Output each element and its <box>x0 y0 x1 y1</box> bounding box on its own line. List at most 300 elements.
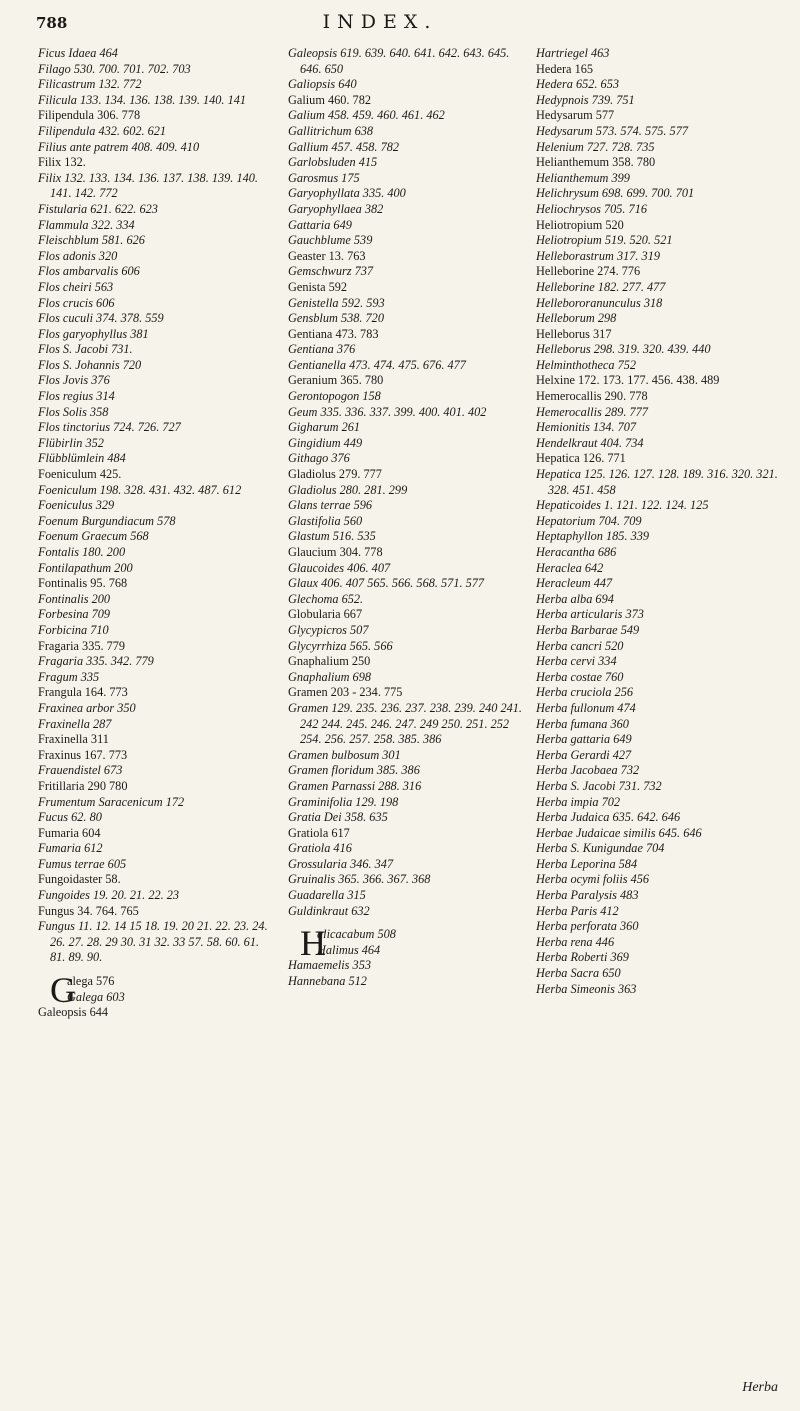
index-entry <box>38 545 270 561</box>
index-entry-text: Gensblum 538. 720 <box>288 311 384 326</box>
index-entry-text: Herba impia 702 <box>536 794 621 809</box>
index-entry-text: Flos adonis 320 <box>38 248 118 263</box>
index-entry-text: Glaucoides 406. 407 <box>288 560 391 575</box>
index-entry-text: Gattaria 649 <box>288 217 352 232</box>
index-entry-text: Fontinalis 95. 768 <box>38 576 128 591</box>
index-entry <box>288 748 526 764</box>
index-entry-text: Flos cuculi 374. 378. 559 <box>38 311 164 326</box>
index-entry <box>38 233 270 249</box>
index-entry-text: Gramen floridum 385. 386 <box>288 763 420 778</box>
index-entry <box>288 763 526 779</box>
index-entry <box>38 1005 270 1021</box>
index-entry <box>38 296 270 312</box>
index-entry-text: Glaucium 304. 778 <box>288 545 383 559</box>
index-entry-text: Galeopsis 619. 639. 640. 641. 642. 643. 645. 646. 650 <box>288 46 510 76</box>
index-entry-text: Fontinalis 200 <box>38 591 111 606</box>
index-entry <box>288 264 526 280</box>
index-entry-text: Herba S. Kunigundae 704 <box>536 841 665 856</box>
index-entry <box>536 93 786 109</box>
index-entry <box>536 451 786 467</box>
index-entry <box>288 186 526 202</box>
index-entry <box>536 233 786 249</box>
index-entry-text: Gnaphalium 250 <box>288 654 371 669</box>
index-entry <box>288 888 526 904</box>
index-entry-text: Fumaria 604 <box>38 825 101 840</box>
index-entry-text: Helianthemum 399 <box>536 170 630 185</box>
index-entry <box>38 529 270 545</box>
index-entry-text: Filix 132. 133. 134. 136. 137. 138. 139. 140. 141. 142. 772 <box>38 170 258 201</box>
index-entry <box>536 327 786 343</box>
index-entry <box>288 311 526 327</box>
index-entry <box>288 327 526 343</box>
index-entry <box>536 826 786 842</box>
index-entry-text: Gauchblume 539 <box>288 233 373 248</box>
index-entry-text: Fraxinella 311 <box>38 732 109 747</box>
index-entry <box>536 140 786 156</box>
index-entry <box>38 748 270 764</box>
index-entry <box>288 124 526 140</box>
index-entry <box>38 93 270 109</box>
index-entry-text: Fumus terrae 605 <box>38 856 127 871</box>
index-entry-text: Filix 132. <box>38 155 86 170</box>
index-entry-text: Hannebana 512 <box>288 974 367 989</box>
index-entry-text: Gramen Parnassi 288. 316 <box>288 778 422 793</box>
index-entry <box>288 77 526 93</box>
index-entry <box>288 373 526 389</box>
index-entry <box>536 155 786 171</box>
index-entry <box>288 171 526 187</box>
index-entry <box>38 872 270 888</box>
index-entry-text: Genistella 592. 593 <box>288 295 385 310</box>
index-entry <box>536 405 786 421</box>
index-entry <box>536 280 786 296</box>
index-entry-text: Herba fumana 360 <box>536 716 629 731</box>
index-entry <box>536 904 786 920</box>
index-entry-text: Geum 335. 336. 337. 399. 400. 401. 402 <box>288 404 487 419</box>
index-entry <box>536 576 786 592</box>
index-entry <box>536 62 786 78</box>
index-entry <box>536 171 786 187</box>
index-entry <box>38 436 270 452</box>
index-entry <box>536 124 786 140</box>
index-entry-text: Heracantha 686 <box>536 545 617 559</box>
index-entry-text: Helleborum 298 <box>536 311 617 326</box>
index-entry <box>536 670 786 686</box>
index-entry-text: Foenum Burgundiacum 578 <box>38 513 176 528</box>
index-entry-text: Glechoma 652. <box>288 591 364 606</box>
index-entry-text: Flammula 322. 334 <box>38 217 135 232</box>
index-entry-text: Herbae Judaicae similis 645. 646 <box>536 825 702 840</box>
index-entry <box>536 841 786 857</box>
index-entry-text: Frauendistel 673 <box>38 763 123 778</box>
index-entry <box>536 592 786 608</box>
index-entry <box>536 108 786 124</box>
index-entry-text: Hedera 165 <box>536 61 594 76</box>
index-entry <box>288 670 526 686</box>
index-entry <box>536 514 786 530</box>
index-entry-text: Herba ocymi foliis 456 <box>536 872 650 887</box>
index-entry <box>536 795 786 811</box>
index-entry <box>38 155 270 171</box>
index-entry-text: Gentiana 376 <box>288 342 356 357</box>
index-entry <box>38 77 270 93</box>
index-entry <box>536 732 786 748</box>
index-entry <box>38 888 270 904</box>
index-entry <box>288 358 526 374</box>
index-entry-text: Guldinkraut 632 <box>288 903 370 918</box>
index-entry <box>288 685 526 701</box>
index-entry <box>536 311 786 327</box>
index-entry-text: Glans terrae 596 <box>288 498 373 513</box>
index-entry-text: Fraxinea arbor 350 <box>38 700 136 715</box>
index-entry <box>536 919 786 935</box>
index-entry <box>38 62 270 78</box>
index-entry <box>536 186 786 202</box>
index-entry-text: Guadarella 315 <box>288 888 366 903</box>
index-entry <box>38 701 270 717</box>
index-entry <box>536 607 786 623</box>
index-entry-text: Glaux 406. 407 565. 566. 568. 571. 577 <box>288 576 485 591</box>
index-entry-text: Gnaphalium 698 <box>288 669 372 684</box>
index-entry <box>288 561 526 577</box>
index-entry-text: Graminifolia 129. 198 <box>288 794 399 809</box>
index-entry-text: Fragaria 335. 342. 779 <box>38 654 154 669</box>
index-entry <box>288 779 526 795</box>
index-entry-text: Herba costae 760 <box>536 669 624 684</box>
index-entry-text: Herba Paralysis 483 <box>536 888 639 903</box>
index-entry-text: Heptaphyllon 185. 339 <box>536 529 650 544</box>
index-entry-text: Filius ante patrem 408. 409. 410 <box>38 139 200 154</box>
index-entry <box>288 904 526 920</box>
index-entry-text: Flübirlin 352 <box>38 435 104 450</box>
index-entry <box>288 296 526 312</box>
index-entry-text: Helleborastrum 317. 319 <box>536 248 660 263</box>
index-entry-text: Gruinalis 365. 366. 367. 368 <box>288 872 431 887</box>
index-entry-text: Fontilapathum 200 <box>38 560 133 575</box>
index-entry <box>536 467 786 498</box>
index-entry-text: Fungoidaster 58. <box>38 872 121 887</box>
index-entry-text: Herba cruciola 256 <box>536 685 633 700</box>
index-entry <box>38 732 270 748</box>
index-entry <box>536 748 786 764</box>
index-entry-text: Gentianella 473. 474. 475. 676. 477 <box>288 357 466 372</box>
index-entry-text: Fragaria 335. 779 <box>38 638 126 653</box>
index-entry-text: Herba Barbarae 549 <box>536 622 640 637</box>
index-entry <box>536 561 786 577</box>
index-entry <box>536 77 786 93</box>
index-entry-text: Filago 530. 700. 701. 702. 703 <box>38 61 191 76</box>
index-entry-text: Herba Simeonis 363 <box>536 981 637 996</box>
index-entry <box>38 249 270 265</box>
index-entry <box>536 264 786 280</box>
index-entry-text: Flos garyophyllus 381 <box>38 326 149 341</box>
index-entry-text: Gentiana 473. 783 <box>288 326 379 341</box>
index-entry-text: Herba Jacobaea 732 <box>536 763 640 778</box>
index-entry <box>38 685 270 701</box>
index-entry-text: Genista 592 <box>288 279 348 294</box>
index-entry-text: Helxine 172. 173. 177. 456. 438. 489 <box>536 373 720 388</box>
index-entry <box>38 592 270 608</box>
index-entry <box>536 654 786 670</box>
index-entry-text: Filipendula 306. 778 <box>38 108 141 123</box>
index-entry-text: Helenium 727. 728. 735 <box>536 139 655 154</box>
index-entry <box>38 810 270 826</box>
index-entry-text: Foenum Graecum 568 <box>38 529 149 544</box>
index-entry-text: Fungoides 19. 20. 21. 22. 23 <box>38 888 180 903</box>
index-entry-text: Fontalis 180. 200 <box>38 545 126 559</box>
index-entry-text: Flos crucis 606 <box>38 295 115 310</box>
index-entry-text: Gerontopogon 158 <box>288 389 381 404</box>
index-entry-text: Garlobsluden 415 <box>288 155 378 170</box>
index-entry <box>288 93 526 109</box>
index-entry-text: Helleborine 182. 277. 477 <box>536 279 666 294</box>
index-entry <box>288 498 526 514</box>
index-entry <box>38 841 270 857</box>
index-entry <box>38 358 270 374</box>
index-entry <box>288 974 526 990</box>
index-entry <box>288 529 526 545</box>
index-entry <box>536 46 786 62</box>
index-entry <box>536 779 786 795</box>
index-entry-text: Garyophyllaea 382 <box>288 201 384 216</box>
index-entry <box>288 826 526 842</box>
index-entry <box>38 919 270 966</box>
index-entry <box>38 108 270 124</box>
index-entry <box>288 701 526 748</box>
index-entry-text: Hedypnois 739. 751 <box>536 92 635 107</box>
index-entry-text: Gratiola 416 <box>288 841 352 856</box>
index-entry <box>38 124 270 140</box>
index-entry-text: Heracleum 447 <box>536 576 613 591</box>
index-entry-text: Gemschwurz 737 <box>288 264 374 279</box>
index-entry <box>38 576 270 592</box>
index-entry-text: Hemerocallis 289. 777 <box>536 404 648 419</box>
index-entry <box>536 623 786 639</box>
index-entry <box>38 373 270 389</box>
index-entry <box>536 202 786 218</box>
index-entry-text: Heraclea 642 <box>536 560 604 575</box>
initial-capital: G <box>50 970 76 1011</box>
index-entry-text: Hedera 652. 653 <box>536 77 619 92</box>
index-entry-text: Heliotropium 520 <box>536 217 624 232</box>
index-entry-text: Heliochrysos 705. 716 <box>536 201 648 216</box>
index-entry-text: Fragum 335 <box>38 669 100 684</box>
index-entry-text: Foeniculum 198. 328. 431. 432. 487. 612 <box>38 482 242 497</box>
index-entry <box>288 467 526 483</box>
index-entry <box>38 561 270 577</box>
index-entry-text: Flos Jovis 376 <box>38 373 110 388</box>
index-entry-text: Hepaticoides 1. 121. 122. 124. 125 <box>536 498 709 513</box>
index-entry-text: Ficus Idaea 464 <box>38 46 118 60</box>
index-entry-text: Globularia 667 <box>288 607 363 622</box>
index-entry-text: Fraxinus 167. 773 <box>38 747 128 762</box>
index-entry <box>38 140 270 156</box>
index-entry <box>288 958 526 974</box>
index-entry-text: Herba rena 446 <box>536 934 615 949</box>
index-entry <box>38 717 270 733</box>
catchword: Herba <box>742 1380 778 1395</box>
index-entry-text: Herba Judaica 635. 642. 646 <box>536 810 681 825</box>
index-entry <box>288 451 526 467</box>
index-entry-text: Halimus 464 <box>317 942 381 957</box>
index-entry-text: Galium 458. 459. 460. 461. 462 <box>288 108 445 123</box>
index-entry-text: Garosmus 175 <box>288 170 360 185</box>
index-entry-text: Foeniculum 425. <box>38 467 122 482</box>
index-entry <box>536 436 786 452</box>
index-entry <box>38 467 270 483</box>
index-entry-text: Gallium 457. 458. 782 <box>288 139 400 154</box>
index-entry <box>536 373 786 389</box>
index-entry-text: Herba gattaria 649 <box>536 732 632 747</box>
index-entry <box>288 249 526 265</box>
index-entry <box>38 405 270 421</box>
index-entry <box>536 935 786 951</box>
index-entry <box>38 311 270 327</box>
index-entry-text: alega 576 <box>67 974 115 989</box>
index-entry <box>536 420 786 436</box>
index-entry <box>288 857 526 873</box>
index-entry <box>38 202 270 218</box>
index-entry <box>536 529 786 545</box>
index-entry <box>38 990 270 1006</box>
index-entry <box>536 950 786 966</box>
index-entry <box>536 498 786 514</box>
index-entry-text: Herba alba 694 <box>536 591 614 606</box>
index-entry <box>38 654 270 670</box>
index-entry <box>38 607 270 623</box>
index-entry-text: Herba Gerardi 427 <box>536 747 632 762</box>
index-entry <box>38 826 270 842</box>
index-entry <box>38 498 270 514</box>
index-entry-text: Hemionitis 134. 707 <box>536 420 637 435</box>
index-entry-text: Gramen bulbosum 301 <box>288 747 401 762</box>
index-entry <box>288 140 526 156</box>
index-entry-text: Helminthotheca 752 <box>536 357 637 372</box>
index-entry <box>38 904 270 920</box>
index-entry-text: Gladiolus 280. 281. 299 <box>288 482 408 497</box>
index-entry-text: Foeniculus 329 <box>38 498 115 513</box>
index-entry <box>38 264 270 280</box>
index-entry <box>288 108 526 124</box>
index-entry <box>536 545 786 561</box>
index-entry <box>536 966 786 982</box>
index-entry-text: Helleborus 317 <box>536 326 612 341</box>
index-entry-text: Fungus 34. 764. 765 <box>38 903 139 918</box>
index-entry-text: Herba articularis 373 <box>536 607 644 622</box>
index-columns <box>38 46 788 1376</box>
index-entry <box>38 763 270 779</box>
index-entry-text: Forbesina 709 <box>38 607 111 622</box>
index-entry <box>38 171 270 202</box>
index-entry-text: Herba S. Jacobi 731. 732 <box>536 778 662 793</box>
index-entry-text: Fleischblum 581. 626 <box>38 233 145 248</box>
index-entry-text: Herba Leporina 584 <box>536 856 638 871</box>
index-entry <box>536 389 786 405</box>
index-entry-text: Flos S. Jacobi 731. <box>38 342 133 357</box>
index-entry <box>536 763 786 779</box>
index-column-2 <box>288 46 526 990</box>
index-entry-text: Flos Solis 358 <box>38 404 109 419</box>
index-entry-text: Filipendula 432. 602. 621 <box>38 123 167 138</box>
index-entry <box>288 872 526 888</box>
index-entry <box>38 639 270 655</box>
index-entry-text: Fistularia 621. 622. 623 <box>38 201 158 216</box>
index-entry-text: Glastifolia 560 <box>288 513 363 528</box>
index-entry <box>288 46 526 77</box>
index-entry <box>288 420 526 436</box>
index-entry-text: Forbicina 710 <box>38 622 109 637</box>
index-entry <box>288 841 526 857</box>
index-entry <box>38 342 270 358</box>
index-entry-text: Helleborine 274. 776 <box>536 264 641 279</box>
index-entry-text: Helleborus 298. 319. 320. 439. 440 <box>536 342 711 357</box>
index-entry-text: Fumaria 612 <box>38 841 103 856</box>
index-entry-text: Herba perforata 360 <box>536 919 639 934</box>
index-entry-text: Hedysarum 573. 574. 575. 577 <box>536 123 688 138</box>
initial-capital: H <box>300 923 326 964</box>
index-entry <box>536 982 786 998</box>
index-entry-text: Gratiola 617 <box>288 825 350 840</box>
index-entry <box>288 795 526 811</box>
index-entry-text: Glycypicros 507 <box>288 622 369 637</box>
index-entry <box>536 218 786 234</box>
index-entry-text: Gallitrichum 638 <box>288 123 374 138</box>
index-entry-text: Frangula 164. 773 <box>38 685 128 700</box>
index-entry-text: Hedysarum 577 <box>536 108 615 123</box>
index-entry-text: Fritillaria 290 780 <box>38 778 128 793</box>
index-entry <box>288 483 526 499</box>
index-entry <box>288 654 526 670</box>
index-entry-text: Fucus 62. 80 <box>38 810 102 825</box>
index-entry <box>536 872 786 888</box>
index-entry-text: Heliotropium 519. 520. 521 <box>536 233 673 248</box>
index-entry-text: Geranium 365. 780 <box>288 373 384 388</box>
index-entry <box>288 576 526 592</box>
index-entry <box>288 389 526 405</box>
index-entry-text: Filicula 133. 134. 136. 138. 139. 140. 141 <box>38 92 247 107</box>
index-entry-text: Githago 376 <box>288 451 350 466</box>
index-entry-text: Galiopsis 640 <box>288 77 357 92</box>
page-number: 788 <box>36 14 68 32</box>
index-entry-text: Gladiolus 279. 777 <box>288 467 382 482</box>
index-entry-text: Grossularia 346. 347 <box>288 856 394 871</box>
index-entry <box>38 514 270 530</box>
index-entry-text: Gratia Dei 358. 635 <box>288 810 388 825</box>
index-entry <box>38 327 270 343</box>
index-entry-text: Herba cancri 520 <box>536 638 624 653</box>
index-entry-text: Hendelkraut 404. 734 <box>536 435 644 450</box>
index-entry-text: Galeopsis 644 <box>38 1005 109 1020</box>
index-entry-text: Hellebororanunculus 318 <box>536 295 663 310</box>
index-entry <box>536 358 786 374</box>
index-entry <box>536 342 786 358</box>
index-entry-text: Herba cervi 334 <box>536 654 617 669</box>
index-entry <box>288 514 526 530</box>
index-entry <box>288 233 526 249</box>
index-entry <box>38 280 270 296</box>
index-entry-text: Galega 603 <box>67 989 125 1004</box>
index-entry-text: Flos regius 314 <box>38 389 115 404</box>
index-entry <box>288 545 526 561</box>
index-entry <box>38 779 270 795</box>
index-entry <box>288 607 526 623</box>
index-entry-text: Gigharum 261 <box>288 420 361 435</box>
index-entry <box>288 623 526 639</box>
index-entry <box>38 483 270 499</box>
index-entry-text: Hamaemelis 353 <box>288 958 371 973</box>
index-entry-text: Gingidium 449 <box>288 435 363 450</box>
index-entry-text: Flübblümlein 484 <box>38 451 126 466</box>
